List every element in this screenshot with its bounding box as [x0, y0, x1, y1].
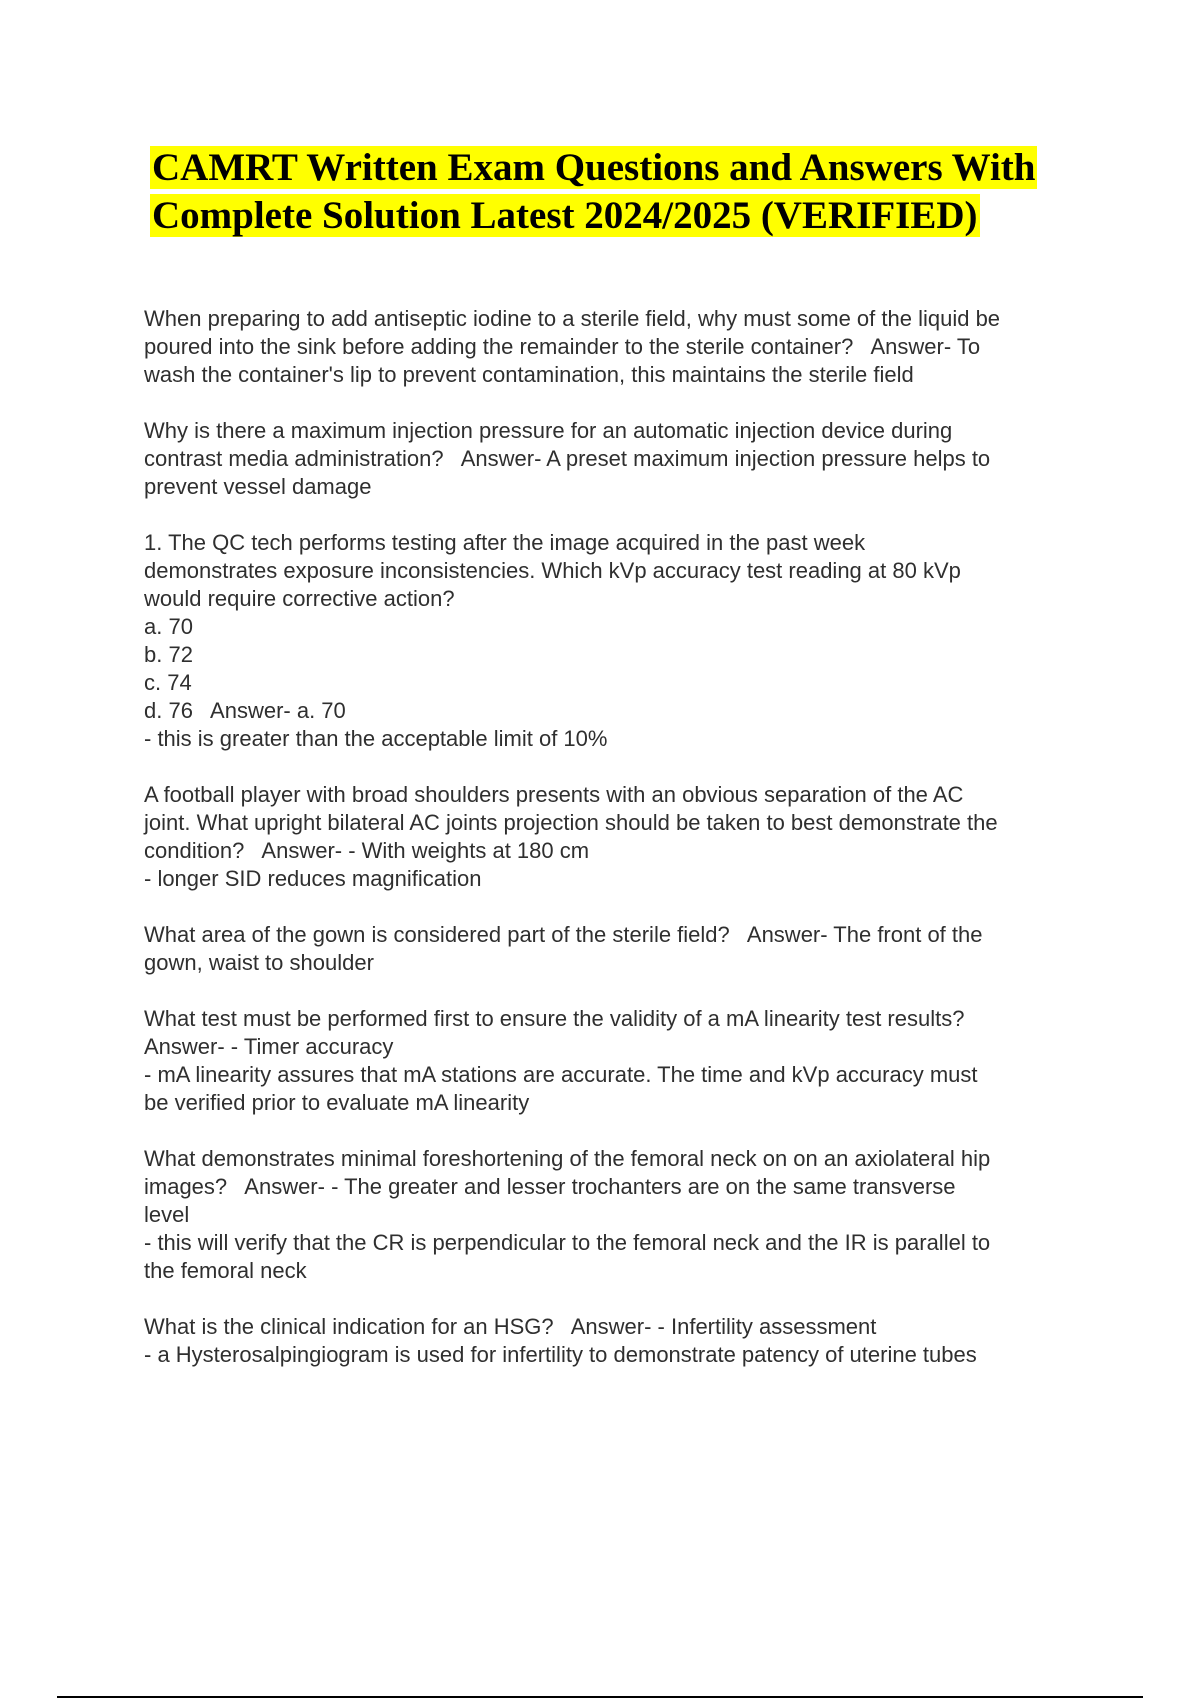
qa-line: contrast media administration? Answer- A preset maximum injection pressure helps to — [144, 446, 991, 471]
qa-list — [144, 305, 1104, 1397]
qa-line: - this will verify that the CR is perpendicular to the femoral neck and the IR is parallel to — [144, 1230, 991, 1255]
qa-line: 1. The QC tech performs testing after the image acquired in the past week — [144, 530, 866, 555]
qa-line: demonstrates exposure inconsistencies. Which kVp accuracy test reading at 80 kVp — [144, 558, 961, 583]
qa-line: level — [144, 1202, 190, 1227]
qa-text — [144, 1005, 1104, 1117]
qa-line: Why is there a maximum injection pressure for an automatic injection device during — [144, 418, 953, 443]
qa-text — [144, 921, 1104, 977]
qa-line: prevent vessel damage — [144, 474, 372, 499]
qa-line: - longer SID reduces magnification — [144, 866, 482, 891]
qa-line: What area of the gown is considered part of the sterile field? Answer- The front of the — [144, 922, 983, 947]
qa-line: c. 74 — [144, 670, 192, 695]
footer-divider — [57, 1696, 1143, 1698]
title-line-1: CAMRT Written Exam Questions and Answers With — [152, 146, 1036, 189]
qa-line: b. 72 — [144, 642, 193, 667]
qa-item — [144, 1145, 1104, 1285]
qa-line: What test must be performed first to ensure the validity of a mA linearity test results? — [144, 1006, 965, 1031]
qa-line: wash the container's lip to prevent contamination, this maintains the sterile field — [144, 362, 914, 387]
qa-line: gown, waist to shoulder — [144, 950, 374, 975]
qa-line: images? Answer- - The greater and lesser trochanters are on the same transverse — [144, 1174, 956, 1199]
qa-item — [144, 1005, 1104, 1117]
qa-text — [144, 417, 1104, 501]
qa-line: What demonstrates minimal foreshortening of the femoral neck on on an axiolateral hip — [144, 1146, 991, 1171]
qa-line: the femoral neck — [144, 1258, 307, 1283]
qa-item — [144, 781, 1104, 893]
qa-line: condition? Answer- - With weights at 180 cm — [144, 838, 590, 863]
qa-line: Answer- - Timer accuracy — [144, 1034, 394, 1059]
qa-item — [144, 921, 1104, 977]
qa-item — [144, 1313, 1104, 1369]
qa-line: What is the clinical indication for an HSG? Answer- - Infertility assessment — [144, 1314, 877, 1339]
qa-line: A football player with broad shoulders presents with an obvious separation of the AC — [144, 782, 964, 807]
title-line-2: Complete Solution Latest 2024/2025 (VERIFIED) — [152, 194, 978, 237]
qa-item — [144, 417, 1104, 501]
qa-item — [144, 529, 1104, 753]
qa-line: a. 70 — [144, 614, 193, 639]
document-title — [150, 144, 1160, 240]
qa-text — [144, 529, 1104, 753]
qa-text — [144, 1313, 1104, 1369]
qa-text — [144, 305, 1104, 389]
qa-text — [144, 781, 1104, 893]
qa-text — [144, 1145, 1104, 1285]
qa-line: - mA linearity assures that mA stations are accurate. The time and kVp accuracy must — [144, 1062, 978, 1087]
qa-line: - a Hysterosalpingiogram is used for infertility to demonstrate patency of uterine tubes — [144, 1342, 977, 1367]
qa-item — [144, 305, 1104, 389]
qa-line: poured into the sink before adding the remainder to the sterile container? Answer- To — [144, 334, 981, 359]
qa-line: be verified prior to evaluate mA linearity — [144, 1090, 530, 1115]
qa-line: would require corrective action? — [144, 586, 455, 611]
qa-line: When preparing to add antiseptic iodine to a sterile field, why must some of the liquid be — [144, 306, 1001, 331]
qa-line: - this is greater than the acceptable limit of 10% — [144, 726, 608, 751]
qa-line: joint. What upright bilateral AC joints projection should be taken to best demonstrate the — [144, 810, 998, 835]
qa-line: d. 76 Answer- a. 70 — [144, 698, 346, 723]
